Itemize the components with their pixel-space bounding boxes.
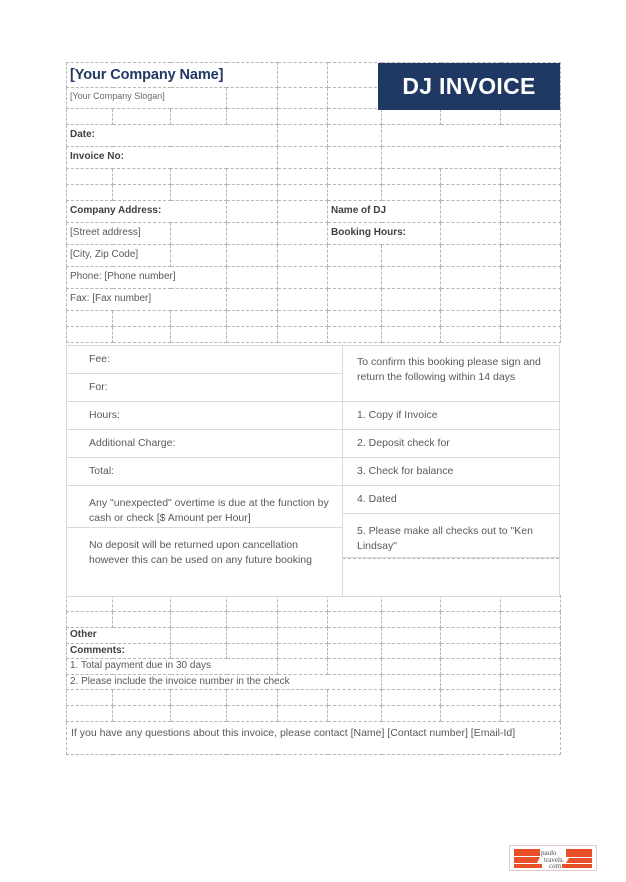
name-of-dj-cell[interactable] (328, 201, 441, 223)
empty-cell (278, 612, 328, 628)
empty-cell (171, 612, 227, 628)
empty-cell (67, 596, 113, 612)
empty-cell (501, 109, 561, 125)
empty-cell (382, 612, 441, 628)
empty-cell (328, 88, 382, 109)
empty-cell (171, 223, 227, 245)
empty-cell (501, 201, 561, 223)
empty-cell (328, 659, 382, 675)
empty-cell (67, 169, 113, 185)
empty-cell (328, 185, 382, 201)
empty-cell (382, 596, 441, 612)
empty-cell (113, 185, 171, 201)
empty-cell (382, 674, 441, 690)
empty-cell (382, 125, 561, 147)
table-row-invoice-no (67, 147, 561, 169)
empty-cell (328, 690, 382, 706)
empty-cell (67, 109, 113, 125)
empty-cell (113, 109, 171, 125)
empty-cell (278, 643, 328, 659)
for-row[interactable]: For: (67, 374, 342, 402)
table-row-spacer (67, 596, 561, 612)
empty-cell (441, 612, 501, 628)
table-row-company-address (67, 201, 561, 223)
paulo-travels-logo (509, 845, 597, 871)
empty-cell (278, 690, 328, 706)
empty-cell (113, 311, 171, 327)
comment-item-1: 1. Total payment due in 30 days (70, 660, 212, 671)
fee-row[interactable]: Fee: (67, 346, 342, 374)
empty-cell (441, 245, 501, 267)
confirmation-item-2: 2. Deposit check for (343, 430, 559, 458)
empty-cell (441, 109, 501, 125)
empty-cell (171, 690, 227, 706)
empty-cell (278, 125, 328, 147)
empty-cell (113, 169, 171, 185)
empty-cell (328, 63, 382, 88)
table-row-phone (67, 267, 561, 289)
dj-invoice-banner: DJ INVOICE (378, 63, 560, 110)
empty-cell (278, 223, 328, 245)
empty-cell (67, 690, 113, 706)
table-row-spacer (67, 327, 561, 343)
empty-cell (278, 88, 328, 109)
contact-line: If you have any questions about this invoice, please contact [Name] [Contact number] [Email-Id] (71, 727, 516, 739)
confirmation-intro: To confirm this booking please sign and return the following within 14 days (343, 346, 559, 402)
empty-cell (113, 596, 171, 612)
empty-cell (382, 643, 441, 659)
empty-cell (501, 185, 561, 201)
empty-cell (171, 706, 227, 722)
phone-cell[interactable] (67, 267, 227, 289)
empty-cell (501, 289, 561, 311)
logo-text-line3: com (549, 862, 562, 870)
empty-cell (382, 147, 561, 169)
table-row-spacer (67, 109, 561, 125)
empty-cell (441, 169, 501, 185)
overtime-note: Any "unexpected" overtime is due at the function by cash or check [$ Amount per Hour] (67, 486, 342, 528)
invoice-no-cell[interactable] (67, 147, 278, 169)
empty-cell (67, 612, 113, 628)
empty-cell (171, 169, 227, 185)
table-row-spacer (67, 169, 561, 185)
empty-cell (227, 596, 278, 612)
empty-cell (278, 109, 328, 125)
table-row-city-zip (67, 245, 561, 267)
logo-text-line2: travels. (544, 856, 565, 864)
empty-cell (501, 690, 561, 706)
empty-cell (501, 596, 561, 612)
city-zip: [City, Zip Code] (70, 249, 139, 260)
empty-cell (227, 643, 278, 659)
empty-cell (328, 327, 382, 343)
table-row-date (67, 125, 561, 147)
table-row-spacer (67, 185, 561, 201)
table-row-spacer (67, 612, 561, 628)
empty-cell (113, 327, 171, 343)
empty-cell (278, 147, 328, 169)
confirmation-blank-row (343, 558, 559, 584)
company-slogan-cell (67, 88, 227, 109)
empty-cell (171, 628, 227, 644)
date-cell[interactable] (67, 125, 278, 147)
empty-cell (227, 223, 278, 245)
logo-graphic (510, 846, 596, 870)
empty-cell (501, 674, 561, 690)
empty-cell (382, 267, 441, 289)
empty-cell (67, 706, 113, 722)
empty-cell (382, 185, 441, 201)
empty-cell (441, 674, 501, 690)
confirmation-item-4: 4. Dated (343, 486, 559, 514)
empty-cell (501, 612, 561, 628)
table-row-spacer (67, 690, 561, 706)
fees-column (67, 346, 343, 596)
empty-cell (501, 327, 561, 343)
other-label-cell (67, 628, 171, 644)
empty-cell (441, 311, 501, 327)
confirmation-item-1: 1. Copy if Invoice (343, 402, 559, 430)
empty-cell (227, 185, 278, 201)
company-address-cell (67, 201, 227, 223)
other-comments-label-line1: Other (70, 629, 97, 640)
table-row-spacer (67, 706, 561, 722)
booking-hours-label: Booking Hours: (331, 227, 407, 238)
contact-cell (67, 722, 561, 755)
empty-cell (501, 223, 561, 245)
empty-cell (501, 628, 561, 644)
empty-cell (227, 109, 278, 125)
empty-cell (328, 612, 382, 628)
empty-cell (382, 311, 441, 327)
table-row-street-address (67, 223, 561, 245)
empty-cell (501, 245, 561, 267)
empty-cell (441, 706, 501, 722)
logo-text-line1: paulo (541, 849, 557, 857)
empty-cell (278, 659, 328, 675)
confirmation-column (343, 346, 559, 596)
name-of-dj-label: Name of DJ (331, 205, 387, 216)
empty-cell (227, 245, 278, 267)
empty-cell (441, 643, 501, 659)
empty-cell (278, 63, 328, 88)
city-zip-cell[interactable] (67, 245, 171, 267)
empty-cell (113, 612, 171, 628)
empty-cell (328, 706, 382, 722)
empty-cell (501, 267, 561, 289)
empty-cell (227, 628, 278, 644)
street-address: [Street address] (70, 227, 141, 238)
empty-cell (328, 169, 382, 185)
empty-cell (328, 267, 382, 289)
phone-number: Phone: [Phone number] (70, 271, 176, 282)
empty-cell (278, 596, 328, 612)
empty-cell (382, 659, 441, 675)
table-row-contact (67, 722, 561, 755)
empty-cell (227, 201, 278, 223)
empty-cell (278, 169, 328, 185)
booking-hours-cell[interactable] (328, 223, 441, 245)
empty-cell (278, 201, 328, 223)
table-row-other (67, 628, 561, 644)
empty-cell (171, 245, 227, 267)
empty-cell (441, 201, 501, 223)
table-row-comment-item (67, 659, 561, 675)
empty-cell (227, 169, 278, 185)
empty-cell (278, 327, 328, 343)
empty-cell (441, 327, 501, 343)
empty-cell (278, 289, 328, 311)
confirmation-item-5: 5. Please make all checks out to "Ken Lindsay" (343, 514, 559, 558)
table-row-fax (67, 289, 561, 311)
fax-number: Fax: [Fax number] (70, 293, 152, 304)
empty-cell (227, 289, 278, 311)
empty-cell (171, 327, 227, 343)
empty-cell (278, 185, 328, 201)
empty-cell (328, 311, 382, 327)
empty-cell (278, 311, 328, 327)
empty-cell (382, 289, 441, 311)
empty-cell (227, 311, 278, 327)
empty-cell (328, 245, 382, 267)
empty-cell (382, 109, 441, 125)
empty-cell (441, 596, 501, 612)
empty-cell (441, 223, 501, 245)
company-name-cell (67, 63, 278, 88)
empty-cell (382, 628, 441, 644)
empty-cell (171, 311, 227, 327)
date-label: Date: (70, 129, 96, 140)
hours-row[interactable]: Hours: (67, 402, 342, 430)
empty-cell (328, 109, 382, 125)
table-row-comment-item (67, 674, 561, 690)
fax-cell[interactable] (67, 289, 227, 311)
empty-cell (227, 267, 278, 289)
empty-cell (171, 185, 227, 201)
table-row-spacer (67, 311, 561, 327)
empty-cell (227, 706, 278, 722)
empty-cell (328, 147, 382, 169)
empty-cell (382, 327, 441, 343)
empty-cell (382, 706, 441, 722)
empty-cell (278, 628, 328, 644)
empty-cell (441, 628, 501, 644)
empty-cell (501, 311, 561, 327)
empty-cell (227, 690, 278, 706)
empty-cell (501, 643, 561, 659)
empty-cell (328, 125, 382, 147)
empty-cell (501, 659, 561, 675)
additional-charge-row[interactable]: Additional Charge: (67, 430, 342, 458)
confirmation-item-3: 3. Check for balance (343, 458, 559, 486)
table-row-comments (67, 643, 561, 659)
empty-cell (441, 185, 501, 201)
empty-cell (328, 628, 382, 644)
company-name: [Your Company Name] (70, 67, 224, 83)
empty-cell (278, 245, 328, 267)
empty-cell (67, 185, 113, 201)
total-row[interactable]: Total: (67, 458, 342, 486)
deposit-note: No deposit will be returned upon cancellation however this can be used on any future booking (89, 539, 312, 567)
empty-cell (501, 169, 561, 185)
empty-cell (328, 596, 382, 612)
comment-item-cell (67, 674, 382, 690)
comment-item-2: 2. Please include the invoice number in the check (70, 675, 290, 687)
empty-cell (171, 109, 227, 125)
empty-cell (278, 267, 328, 289)
empty-cell (441, 289, 501, 311)
empty-cell (113, 706, 171, 722)
empty-cell (171, 643, 227, 659)
empty-cell (501, 706, 561, 722)
empty-cell (278, 706, 328, 722)
company-slogan: [Your Company Slogan] (70, 91, 165, 101)
other-comments-label-line2: Comments: (70, 644, 126, 656)
empty-cell (227, 327, 278, 343)
empty-cell (113, 690, 171, 706)
empty-cell (227, 88, 278, 109)
empty-cell (227, 612, 278, 628)
invoice-no-label: Invoice No: (70, 151, 124, 162)
empty-cell (171, 596, 227, 612)
empty-cell (382, 169, 441, 185)
empty-cell (441, 659, 501, 675)
company-address-label: Company Address: (70, 205, 162, 216)
empty-cell (67, 327, 113, 343)
empty-cell (382, 690, 441, 706)
street-address-cell[interactable] (67, 223, 171, 245)
empty-cell (67, 311, 113, 327)
fees-confirmation-block (66, 345, 560, 597)
empty-cell (328, 289, 382, 311)
empty-cell (441, 267, 501, 289)
empty-cell (441, 690, 501, 706)
comment-item-cell (67, 659, 278, 675)
empty-cell (328, 643, 382, 659)
comments-label-cell (67, 643, 171, 659)
empty-cell (382, 245, 441, 267)
